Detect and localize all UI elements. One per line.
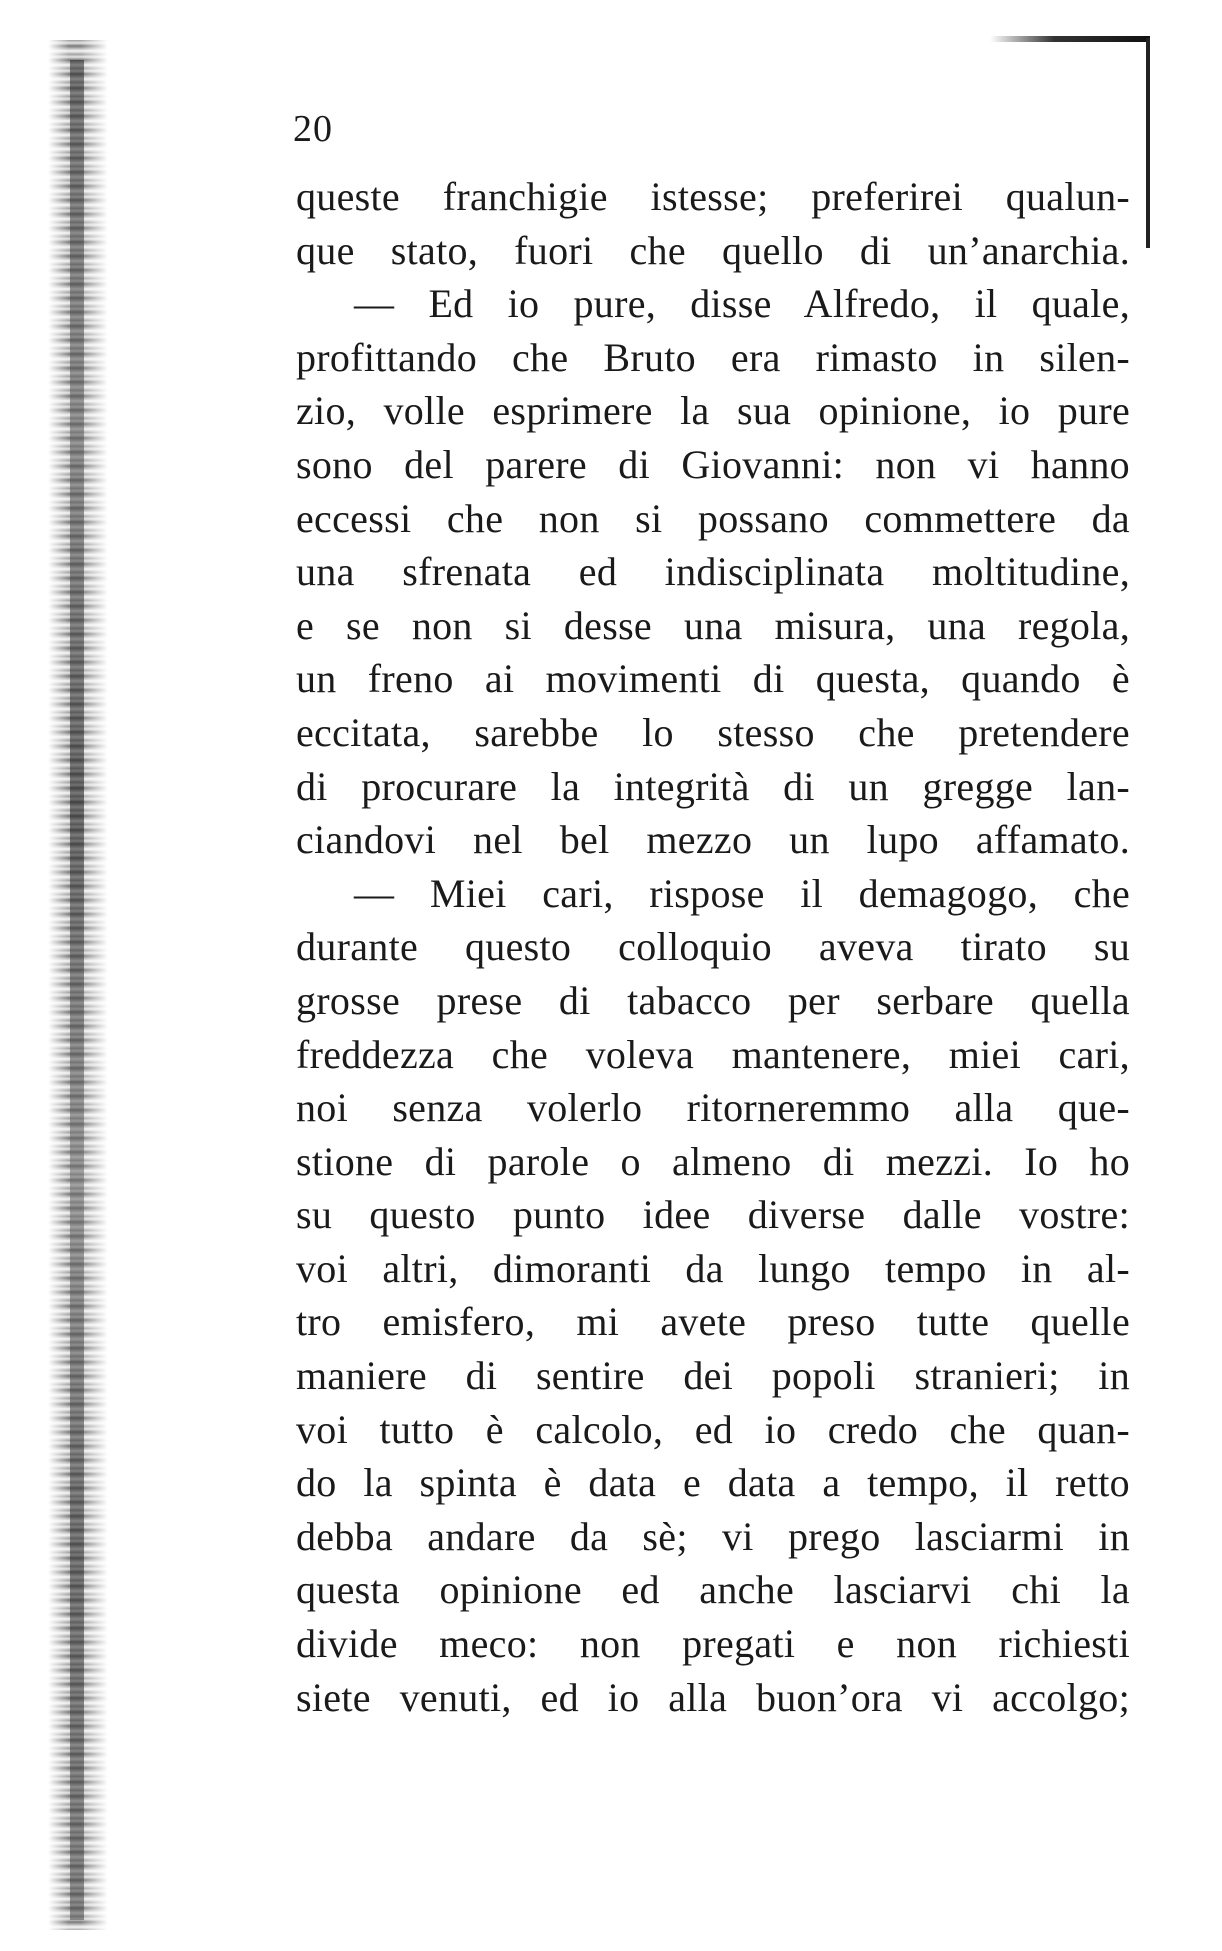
text-line: durante questo colloquio aveva tirato su <box>296 924 1130 970</box>
text-line: siete venuti, ed io alla buon’ora vi accolgo; <box>296 1674 1130 1720</box>
text-line: — Ed io pure, disse Alfredo, il quale, <box>354 281 1130 327</box>
text-line: tro emisfero, mi avete preso tutte quelle <box>296 1299 1130 1345</box>
page-number: 20 <box>293 108 333 150</box>
text-line: di procurare la integrità di un gregge lan- <box>296 763 1130 809</box>
text-line: questa opinione ed anche lasciarvi chi la <box>296 1567 1130 1613</box>
binding-gutter <box>70 60 84 1920</box>
text-line: stione di parole o almeno di mezzi. Io ho <box>296 1138 1130 1184</box>
text-line: una sfrenata ed indisciplinata moltitudine, <box>296 549 1130 595</box>
text-line: queste franchigie istesse; preferirei qualun- <box>296 174 1130 219</box>
text-line: sono del parere di Giovanni: non vi hanno <box>296 441 1130 487</box>
text-line: divide meco: non pregati e non richiesti <box>296 1621 1130 1667</box>
text-line: ciandovi nel bel mezzo un lupo affamato. <box>296 817 1130 863</box>
text-line: eccessi che non si possano commettere da <box>296 495 1130 541</box>
text-line: su questo punto idee diverse dalle vostre: <box>296 1192 1130 1238</box>
text-line: debba andare da sè; vi prego lasciarmi in <box>296 1513 1130 1559</box>
text-line: eccitata, sarebbe lo stesso che pretendere <box>296 709 1130 755</box>
text-line: un freno ai movimenti di questa, quando è <box>296 656 1130 702</box>
text-line: voi tutto è calcolo, ed io credo che quan- <box>296 1406 1130 1452</box>
text-line: e se non si desse una misura, una regola, <box>296 602 1130 648</box>
text-line: noi senza volerlo ritorneremmo alla que- <box>296 1085 1130 1131</box>
text-line: zio, volle esprimere la sua opinione, io pure <box>296 388 1130 434</box>
text-line: profittando che Bruto era rimasto in silen- <box>296 334 1130 380</box>
text-line: voi altri, dimoranti da lungo tempo in al- <box>296 1245 1130 1291</box>
text-line: grosse prese di tabacco per serbare quella <box>296 977 1130 1023</box>
page-edge-right <box>1146 38 1150 248</box>
text-line: do la spinta è data e data a tempo, il retto <box>296 1460 1130 1506</box>
text-line: — Miei cari, rispose il demagogo, che <box>354 870 1130 916</box>
text-line: maniere di sentire dei popoli stranieri; in <box>296 1353 1130 1399</box>
text-line: que stato, fuori che quello di un’anarchia. <box>296 227 1130 273</box>
body-text <box>296 170 1130 1724</box>
page-edge-top <box>990 36 1150 42</box>
text-line: freddezza che voleva mantenere, miei cari, <box>296 1031 1130 1077</box>
